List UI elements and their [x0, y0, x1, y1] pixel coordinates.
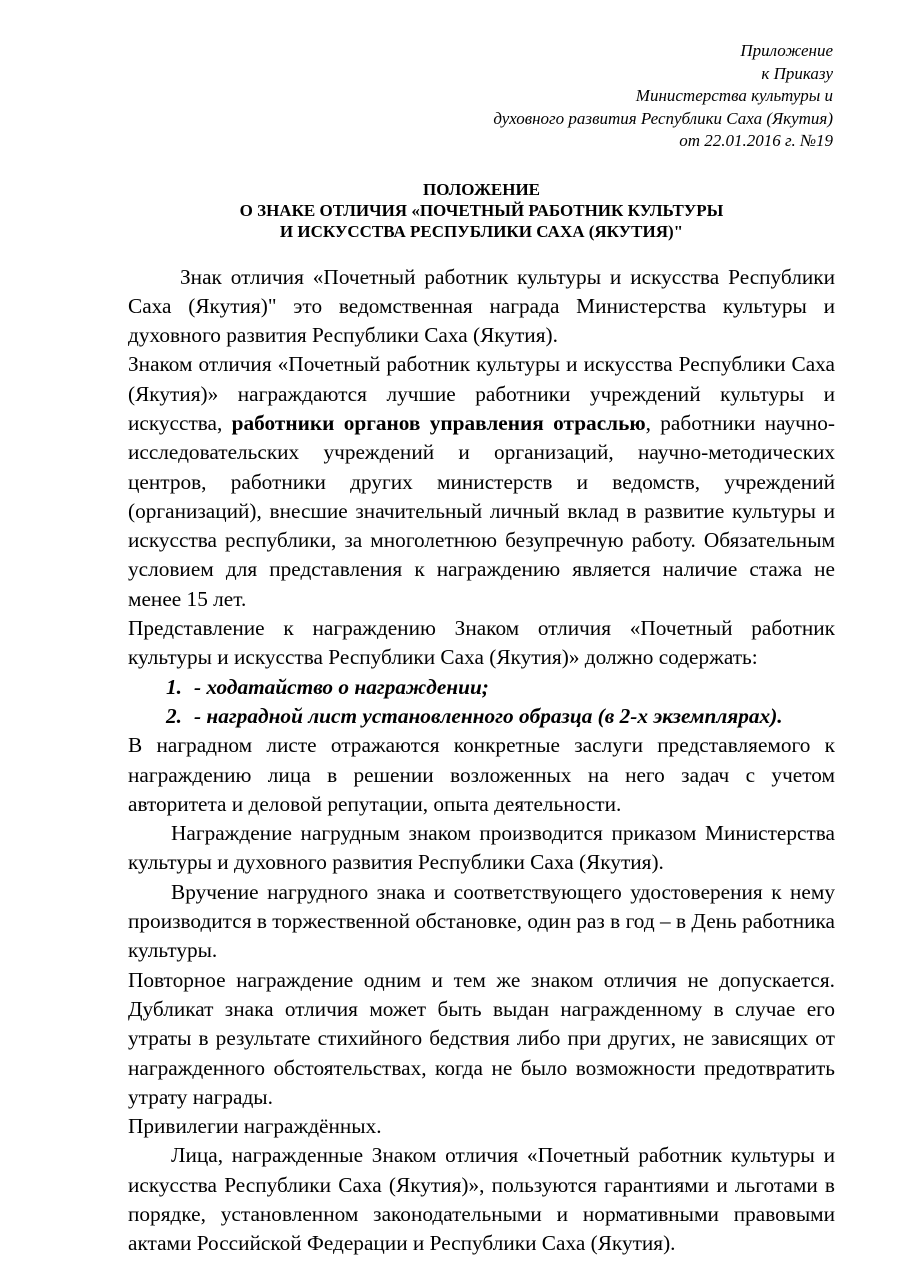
paragraph: Лица, награжденные Знаком отличия «Почетный работник культуры и искусства Республики Саха (Якутия)», пользуются гарантиями и льготами в порядке, установленном законодательными и нормативными правовыми актами Российской Федерации и Республики Саха (Якутия). [128, 1143, 835, 1256]
paragraph-text: Знаком отличия «Почетный работник культуры и искусства Республики Саха (Якутия)» награждаются лучшие работники учреждений культуры и искусства, [128, 352, 835, 435]
appendix-header [128, 40, 833, 153]
title-line: ПОЛОЖЕНИЕ [423, 179, 540, 199]
list-number: 2. [166, 703, 182, 728]
header-line: Приложение [740, 41, 833, 60]
paragraph [128, 350, 835, 614]
list-item [128, 702, 835, 731]
header-line: Министерства культуры и [635, 86, 833, 105]
paragraph-text: , работники научно-исследовательских учреждений и организаций, научно-методических центров, работники других министерств и ведомств, учреждений (организаций), внесшие значительный личный вклад в развитие культуры и искусства республики, за многолетнюю безупречную работу. Обязательным условием для представления к награждению является наличие стажа не менее 15 лет. [128, 410, 835, 611]
paragraph: Вручение нагрудного знака и соответствующего удостоверения к нему производится в торжественной обстановке, один раз в год – в День работника культуры. [128, 879, 835, 963]
list-text: - ходатайство о награждении; [194, 674, 489, 699]
list-item [128, 673, 835, 702]
header-line: духовного развития Республики Саха (Якутия) [493, 108, 833, 128]
paragraph: Награждение нагрудным знаком производится приказом Министерства культуры и духовного развития Республики Саха (Якутия). [128, 821, 835, 875]
document-body [128, 263, 835, 1259]
title-line: И ИСКУССТВА РЕСПУБЛИКИ САХА (ЯКУТИЯ)" [279, 221, 684, 241]
header-line: от 22.01.2016 г. №19 [679, 131, 833, 150]
list-text: - наградной лист установленного образца (в 2-х экземплярах). [194, 703, 783, 728]
title-line: О ЗНАКЕ ОТЛИЧИЯ «ПОЧЕТНЫЙ РАБОТНИК КУЛЬТУРЫ [239, 200, 724, 220]
header-line: к Приказу [761, 63, 833, 83]
paragraph: Знак отличия «Почетный работник культуры и искусства Республики Саха (Якутия)" это ведомственная награда Министерства культуры и духовного развития Республики Саха (Якутия). [128, 264, 835, 348]
paragraph: Привилегии награждённых. [128, 1114, 382, 1139]
paragraph: Представление к награждению Знаком отличия «Почетный работник культуры и искусства Республики Саха (Якутия)» должно содержать: [128, 616, 835, 670]
list-number: 1. [166, 674, 182, 699]
paragraph-bold-text: работники органов управления отраслью [231, 410, 646, 435]
document-title [128, 179, 835, 242]
paragraph: Повторное награждение одним и тем же знаком отличия не допускается. Дубликат знака отличия может быть выдан награжденному в случае его утраты в результате стихийного бедствия либо при других, не зависящих от награжденного обстоятельствах, когда не было возможности предотвратить утрату награды. [128, 967, 835, 1109]
paragraph: В наградном листе отражаются конкретные заслуги представляемого к награждению лица в решении возложенных на него задач с учетом авторитета и деловой репутации, опыта деятельности. [128, 733, 835, 816]
